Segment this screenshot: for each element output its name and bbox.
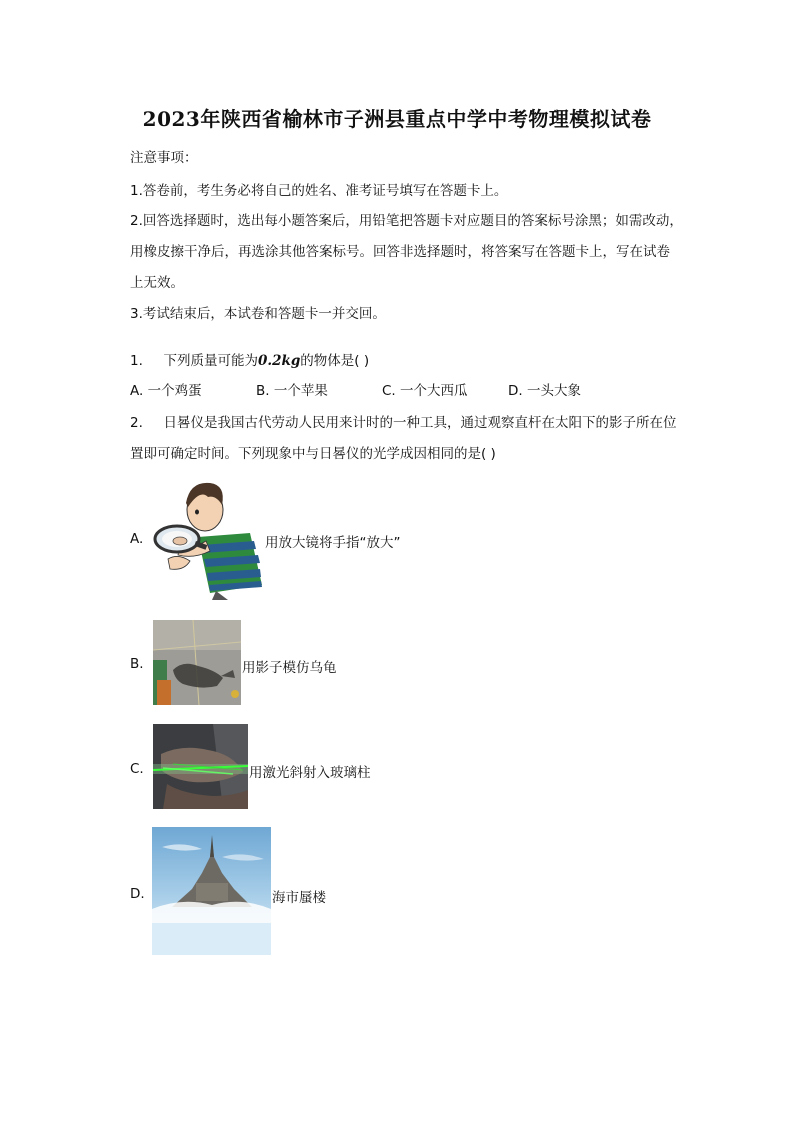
notice-item-2-end: 上无效。 xyxy=(130,275,184,291)
math-quantity: 0.2kg xyxy=(257,353,301,369)
mirage-castle-photo xyxy=(152,827,271,955)
option-a-label: A. xyxy=(130,531,144,547)
option-a: A. 一个鸡蛋 xyxy=(130,383,202,399)
page-title: 2023年陕西省榆林市子洲县重点中学中考物理模拟试卷 xyxy=(142,107,652,131)
option-d-text: 海市蜃楼 xyxy=(272,890,326,906)
question-text-end: 的物体是( ) xyxy=(300,353,370,369)
notice-item-2-cont: 用橡皮擦干净后，再选涂其他答案标号。回答非选择题时，将答案写在答题卡上，写在试卷 xyxy=(130,244,670,260)
option-c: C. 一个大西瓜 xyxy=(382,383,468,399)
notice-item-2: 2.回答选择题时，选出每小题答案后，用铅笔把答题卡对应题目的答案标号涂黑；如需改动， xyxy=(130,213,683,229)
option-c-label: C. xyxy=(130,761,144,777)
magnifying-glass-illustration xyxy=(150,475,262,600)
question-number: 2. xyxy=(130,415,143,431)
question-1-options xyxy=(130,379,581,399)
option-a-text: 用放大镜将手指“放大” xyxy=(265,535,401,551)
question-2-cont: 置即可确定时间。下列现象中与日晷仪的光学成因相同的是( ) xyxy=(130,446,496,462)
option-b-label: B. xyxy=(130,656,144,672)
option-b-text: 用影子模仿乌龟 xyxy=(242,660,337,676)
question-2 xyxy=(130,411,676,431)
shadow-turtle-photo xyxy=(153,620,241,705)
option-b: B. 一个苹果 xyxy=(256,383,328,399)
option-c-text: 用激光斜射入玻璃柱 xyxy=(249,765,371,781)
option-d: D. 一头大象 xyxy=(508,383,581,399)
notice-heading: 注意事项： xyxy=(130,150,198,166)
notice-item-3: 3.考试结束后，本试卷和答题卡一并交回。 xyxy=(130,306,386,322)
question-number: 1. xyxy=(130,353,143,369)
laser-glass-rod-photo xyxy=(153,724,248,809)
question-text: 下列质量可能为 xyxy=(163,353,258,369)
option-d-label: D. xyxy=(130,886,145,902)
question-1 xyxy=(130,349,369,369)
question-text: 日晷仪是我国古代劳动人民用来计时的一种工具，通过观察直杆在太阳下的影子所在位 xyxy=(163,415,677,431)
notice-item-1: 1.答卷前，考生务必将自己的姓名、准考证号填写在答题卡上。 xyxy=(130,183,508,199)
